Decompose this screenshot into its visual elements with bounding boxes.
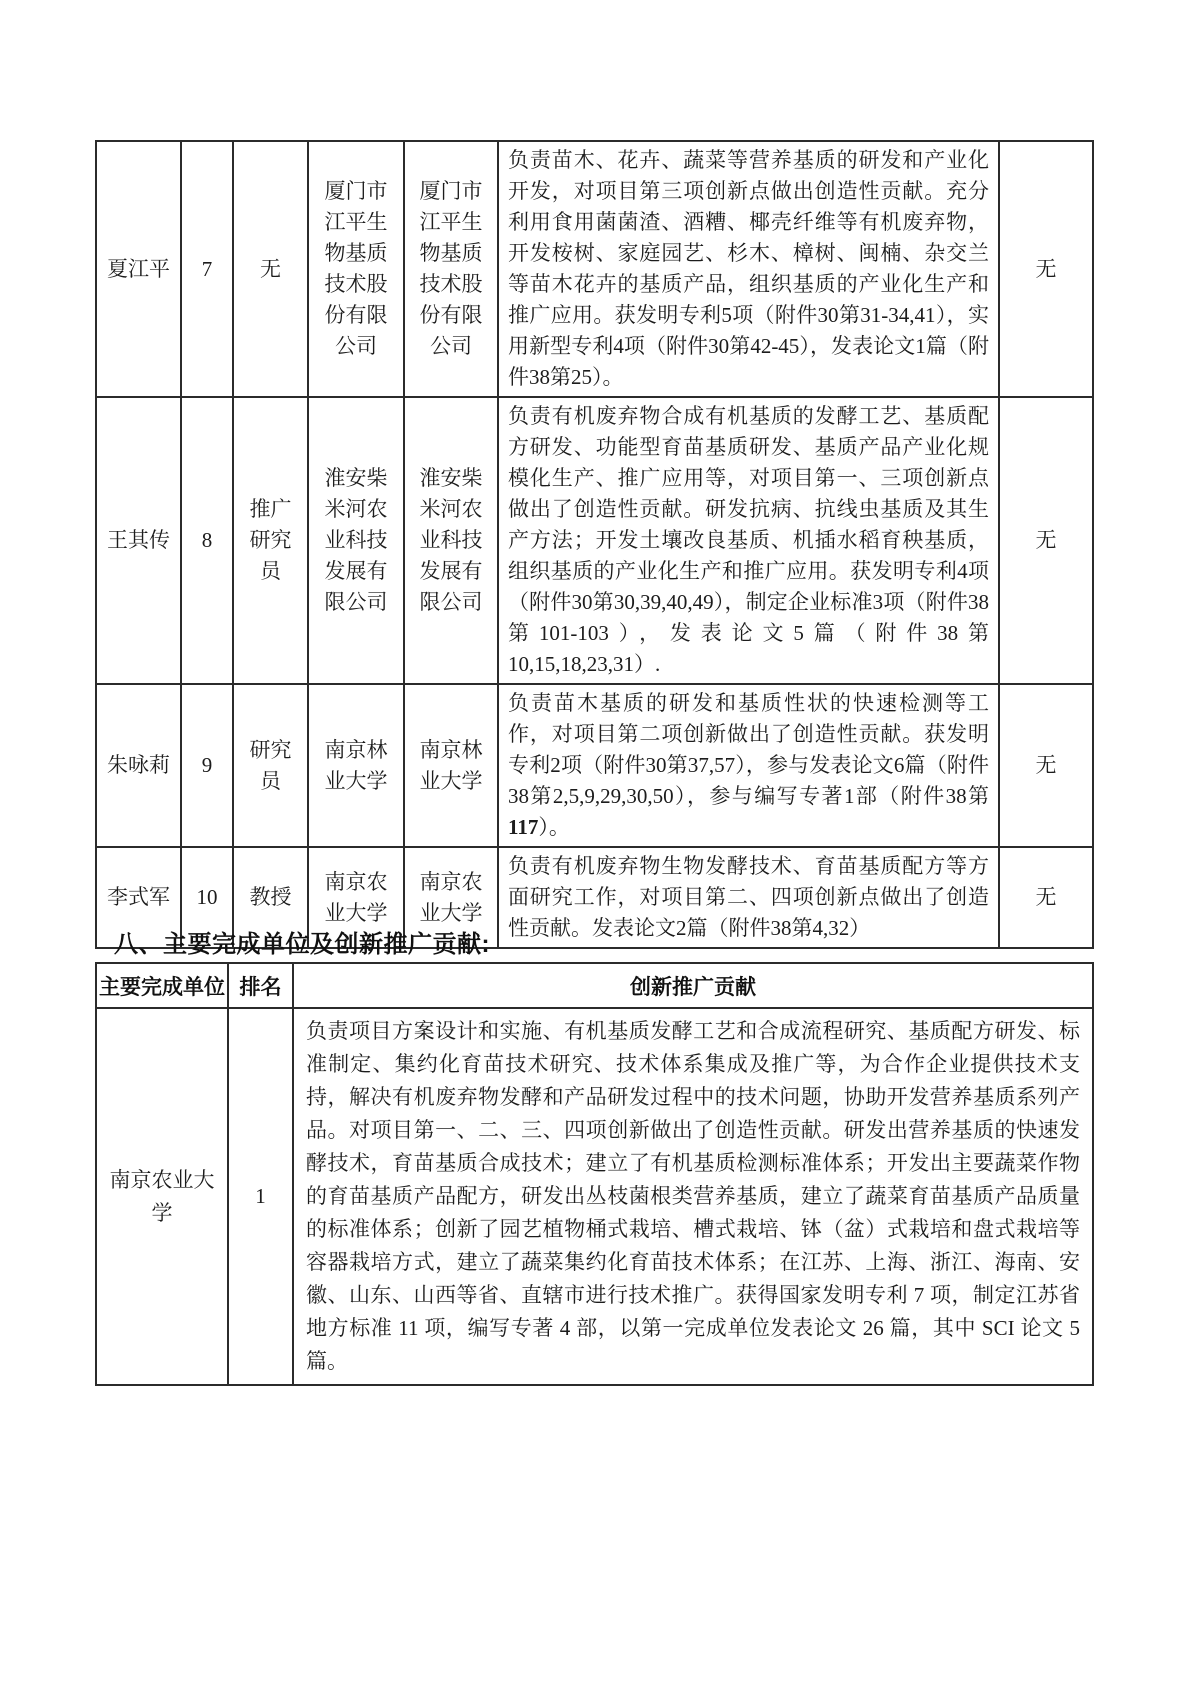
completer-rank-cell: 10: [181, 847, 233, 948]
completer-name-cell: 朱咏莉: [96, 684, 181, 847]
completer-title-cell: 无: [233, 141, 308, 397]
section-8-title: 八、主要完成单位及创新推广贡献:: [114, 931, 490, 958]
completer-completion-unit-cell: 南京农业大学: [404, 847, 498, 948]
completer-remark-cell: 无: [999, 141, 1093, 397]
completer-rank-cell: 8: [181, 397, 233, 684]
completer-title-cell: 研究员: [233, 684, 308, 847]
completer-remark-cell: 无: [999, 397, 1093, 684]
completer-work-unit-cell: 厦门市江平生物基质技术股份有限公司: [308, 141, 404, 397]
completer-contribution-cell: 负责有机废弃物生物发酵技术、育苗基质配方等方面研究工作，对项目第二、四项创新点做出了创造性贡献。发表论文2篇（附件38第4,32）: [498, 847, 999, 948]
completer-row: [96, 684, 1093, 847]
completer-contribution-cell: 负责有机废弃物合成有机基质的发酵工艺、基质配方研发、功能型育苗基质研发、基质产品产业化规模化生产、推广应用等，对项目第一、三项创新点做出了创造性贡献。研发抗病、抗线虫基质及其生产方法；开发土壤改良基质、机插水稻育秧基质，组织基质的产业化生产和推广应用。获发明专利4项（附件30第30,39,40,49），制定企业标准3项（附件38第101-103），发表论文5篇（附件38第10,15,18,23,31）.: [498, 397, 999, 684]
completer-completion-unit-cell: 厦门市江平生物基质技术股份有限公司: [404, 141, 498, 397]
completer-title-cell: 教授: [233, 847, 308, 948]
completer-work-unit-cell: 南京农业大学: [308, 847, 404, 948]
completer-work-unit-cell: 南京林业大学: [308, 684, 404, 847]
completer-completion-unit-cell: 南京林业大学: [404, 684, 498, 847]
completer-work-unit-cell: 淮安柴米河农业科技发展有限公司: [308, 397, 404, 684]
main-units-header-row: [96, 963, 1093, 1008]
completer-name-cell: 夏江平: [96, 141, 181, 397]
main-unit-rank-cell: 1: [228, 1008, 293, 1385]
completer-contribution-cell: 负责苗木基质的研发和基质性状的快速检测等工作，对项目第二项创新做出了创造性贡献。获发明专利2项（附件30第37,57），参与发表论文6篇（附件38第2,5,9,29,30,50），参与编写专著1部（附件38第117）。: [498, 684, 999, 847]
completer-title-cell: 推广研究员: [233, 397, 308, 684]
main-unit-header-cell: 主要完成单位: [96, 963, 228, 1008]
completers-table: [95, 140, 1094, 949]
unit-rank-header-cell: 排名: [228, 963, 293, 1008]
completer-rank-cell: 7: [181, 141, 233, 397]
completer-row: [96, 397, 1093, 684]
main-unit-contribution-cell: 负责项目方案设计和实施、有机基质发酵工艺和合成流程研究、基质配方研发、标准制定、集约化育苗技术研究、技术体系集成及推广等，为合作企业提供技术支持，解决有机废弃物发酵和产品研发过程中的技术问题，协助开发营养基质系列产品。对项目第一、二、三、四项创新做出了创造性贡献。研发出营养基质的快速发酵技术，育苗基质合成技术；建立了有机基质检测标准体系；开发出主要蔬菜作物的育苗基质产品配方，研发出丛枝菌根类营养基质，建立了蔬菜育苗基质产品质量的标准体系；创新了园艺植物桶式栽培、槽式栽培、钵（盆）式栽培和盘式栽培等容器栽培方式，建立了蔬菜集约化育苗技术体系；在江苏、上海、浙江、海南、安徽、山东、山西等省、直辖市进行技术推广。获得国家发明专利 7 项，制定江苏省地方标准 11 项，编写专著 4 部，以第一完成单位发表论文 26 篇，其中 SCI 论文 5 篇。: [293, 1008, 1093, 1385]
completer-name-cell: 李式军: [96, 847, 181, 948]
completer-name-cell: 王其传: [96, 397, 181, 684]
completer-remark-cell: 无: [999, 847, 1093, 948]
completer-remark-cell: 无: [999, 684, 1093, 847]
main-unit-row: [96, 1008, 1093, 1385]
completer-row: [96, 141, 1093, 397]
completer-completion-unit-cell: 淮安柴米河农业科技发展有限公司: [404, 397, 498, 684]
completer-contribution-cell: 负责苗木、花卉、蔬菜等营养基质的研发和产业化开发，对项目第三项创新点做出创造性贡献。充分利用食用菌菌渣、酒糟、椰壳纤维等有机废弃物，开发桉树、家庭园艺、杉木、樟树、闽楠、杂交兰等苗木花卉的基质产品，组织基质的产业化生产和推广应用。获发明专利5项（附件30第31-34,41），实用新型专利4项（附件30第42-45），发表论文1篇（附件38第25）。: [498, 141, 999, 397]
completer-rank-cell: 9: [181, 684, 233, 847]
main-unit-name-cell: 南京农业大学: [96, 1008, 228, 1385]
main-units-table: [95, 962, 1094, 1386]
unit-contribution-header-cell: 创新推广贡献: [293, 963, 1093, 1008]
